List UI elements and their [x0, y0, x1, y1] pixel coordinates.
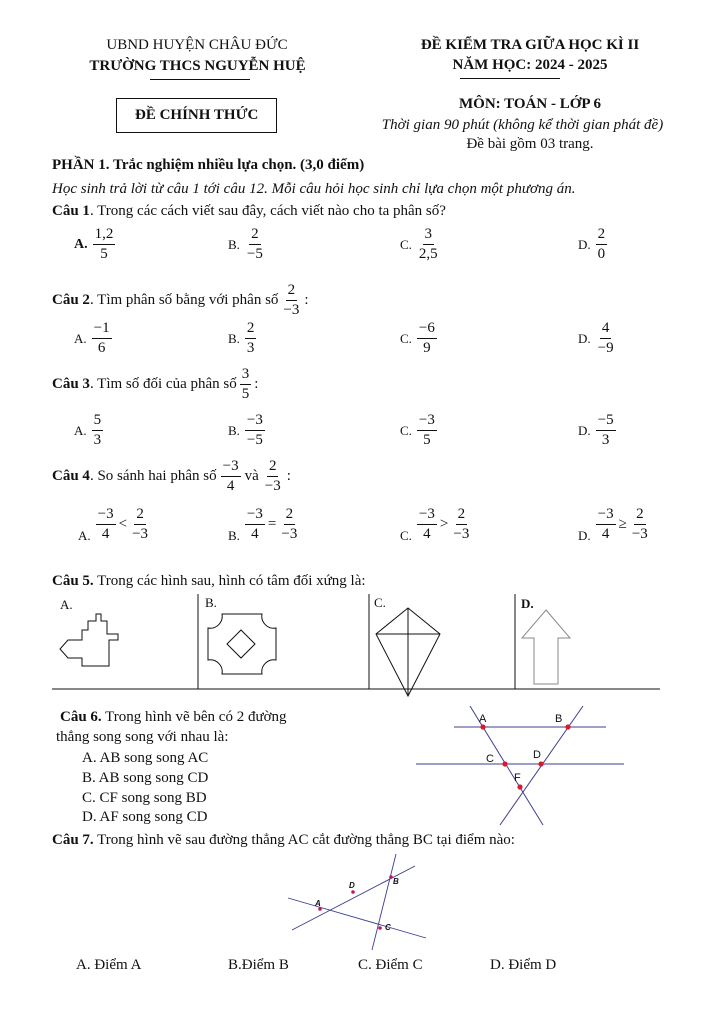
q6-label-f: F [514, 772, 521, 784]
q4-option-d-letter: D. [578, 527, 591, 543]
q6-option-b[interactable]: B. AB song song CD [82, 770, 209, 786]
q3-option-b-letter: B. [228, 422, 240, 438]
q2-label: Câu 2 [52, 292, 90, 309]
q6-text1: Trong hình vẽ bên có 2 đường [101, 709, 287, 725]
q4-stem [52, 458, 291, 496]
q4-d-rden: −3 [631, 526, 648, 543]
q6-option-a[interactable]: A. AB song song AC [82, 750, 209, 766]
q1-option-d-letter: D. [578, 236, 591, 252]
school-name: TRƯỜNG THCS NGUYỄN HUỆ [89, 58, 306, 74]
q7-figure [280, 850, 430, 952]
q4-option-c[interactable] [400, 506, 471, 544]
q6-option-d[interactable]: D. AF song song CD [82, 809, 208, 825]
q5-figure-b-diamond [227, 630, 255, 658]
q3-option-d[interactable] [578, 412, 616, 450]
q2-option-d-letter: D. [578, 330, 591, 346]
q6-point-f [517, 784, 522, 789]
q1-a-num: 1,2 [93, 226, 116, 245]
q3-a-num: 5 [92, 412, 104, 431]
q2-b-den: 3 [246, 340, 255, 357]
q3-option-a-letter: A. [74, 422, 87, 438]
q3-frac-num: 3 [240, 366, 252, 385]
q3-frac-den: 5 [241, 386, 250, 403]
q1-label: Câu 1 [52, 203, 90, 219]
q3-d-den: 3 [601, 432, 610, 449]
q4-a-lnum: −3 [96, 506, 116, 525]
q6-label-c: C [486, 753, 494, 765]
q1-stem [52, 203, 446, 220]
q4-option-b[interactable] [228, 506, 299, 544]
q2-c-num: −6 [417, 320, 437, 339]
q4-suffix: : [286, 468, 291, 485]
q3-b-num: −3 [245, 412, 265, 431]
q1-a-den: 5 [100, 246, 108, 263]
q2-option-a[interactable] [74, 320, 112, 358]
q6-point-d [538, 761, 543, 766]
q6-point-c [502, 761, 507, 766]
q7-line-ac [288, 898, 426, 938]
q7-label-a: A [315, 899, 321, 908]
exam-time: Thời gian 90 phút (không kể thời gian phát đề) [381, 117, 664, 133]
q2-c-den: 9 [423, 340, 431, 357]
q2-b-num: 2 [245, 320, 257, 339]
q2-d-num: 4 [600, 320, 612, 339]
q5-option-c-label[interactable]: C. [374, 595, 386, 610]
q2-option-b[interactable] [228, 320, 256, 358]
q7-label-c: C [385, 923, 391, 932]
exam-title: ĐỀ KIỂM TRA GIỮA HỌC KÌ II [420, 37, 640, 53]
q5-option-b-label[interactable]: B. [205, 595, 217, 610]
q1-c-den: 2,5 [418, 246, 438, 263]
q4-b-lden: 4 [251, 526, 259, 543]
q4-c-lden: 4 [423, 526, 431, 543]
q4-a-sym: < [118, 516, 128, 533]
q7-label: Câu 7. [52, 832, 94, 848]
q4-d-lden: 4 [601, 526, 610, 543]
q1-option-c-letter: C. [400, 236, 412, 252]
q3-option-a[interactable] [74, 412, 103, 450]
q7-option-d[interactable]: D. Điểm D [490, 957, 557, 973]
q6-label-d: D [533, 749, 541, 761]
q2-a-num: −1 [92, 320, 112, 339]
q4-label: Câu 4 [52, 468, 90, 485]
q4-option-b-letter: B. [228, 527, 240, 543]
q7-point-c [378, 926, 382, 930]
q4-a-lden: 4 [101, 526, 110, 543]
q2-frac-den: −3 [283, 302, 300, 319]
q3-a-den: 3 [93, 432, 102, 449]
q2-a-den: 6 [97, 340, 106, 357]
q2-option-d[interactable] [578, 320, 616, 358]
q1-option-b-letter: B. [228, 236, 240, 252]
q5-figure-a-shape [60, 614, 118, 666]
q4-option-a[interactable] [78, 506, 150, 544]
q7-option-a[interactable]: A. Điểm A [76, 957, 142, 973]
q4-d-lnum: −3 [596, 506, 616, 525]
q7-label-b: B [393, 877, 399, 886]
q1-c-num: 3 [423, 226, 435, 245]
q5-option-a-label[interactable]: A. [60, 597, 73, 612]
q5-stem [52, 573, 366, 590]
q4-f1-den: 4 [226, 478, 235, 495]
q2-suffix: : [304, 292, 309, 309]
q6-stem-line2: thẳng song song với nhau là: [56, 729, 229, 745]
q4-b-rnum: 2 [284, 506, 296, 525]
part1-instruction: Học sinh trả lời từ câu 1 tới câu 12. Mỗi câu hỏi học sinh chỉ lựa chọn một phương án. [52, 181, 576, 197]
q3-text: . Tìm số đối của phân số [89, 376, 237, 393]
q7-option-b[interactable]: B.Điểm B [228, 957, 289, 973]
q4-c-lnum: −3 [417, 506, 437, 525]
q4-b-rden: −3 [281, 526, 298, 543]
q1-option-b[interactable] [228, 226, 265, 264]
q7-line-ab [292, 866, 415, 930]
q4-c-sym: > [439, 516, 449, 533]
q3-c-num: −3 [417, 412, 437, 431]
q3-option-c-letter: C. [400, 422, 412, 438]
q4-option-d[interactable] [578, 506, 650, 544]
q1-text: . Trong các cách viết sau đây, cách viết nào cho ta phân số? [89, 203, 446, 219]
q4-text: . So sánh hai phân số [89, 468, 217, 485]
q2-option-a-letter: A. [74, 330, 87, 346]
q4-a-rden: −3 [132, 526, 149, 543]
q3-suffix: : [254, 376, 259, 393]
q7-option-c[interactable]: C. Điểm C [358, 957, 423, 973]
q4-f2-num: 2 [267, 458, 279, 477]
q2-option-c-letter: C. [400, 330, 412, 346]
part1-title: PHẦN 1. Trắc nghiệm nhiều lựa chọn. (3,0 điểm) [52, 157, 365, 173]
q4-conj: và [244, 468, 259, 485]
official-badge: ĐỀ CHÍNH THỨC [116, 98, 277, 133]
q2-text: . Tìm phân số bằng với phân số [89, 292, 279, 309]
q2-option-c[interactable] [400, 320, 437, 358]
q5-figures [0, 590, 725, 700]
q1-b-den: −5 [246, 246, 263, 263]
q4-d-sym: ≥ [618, 516, 627, 533]
q2-stem [52, 282, 309, 320]
q6-stem-line1 [60, 709, 287, 726]
q5-option-d-label[interactable]: D. [521, 596, 534, 611]
q5-label: Câu 5. [52, 573, 94, 589]
q1-option-c[interactable] [400, 226, 440, 264]
q4-b-sym: = [267, 516, 277, 533]
q5-figure-d-arrow [522, 610, 570, 684]
school-year: NĂM HỌC: 2024 - 2025 [452, 57, 608, 73]
q4-f2-den: −3 [264, 478, 281, 495]
q6-point-b [565, 724, 570, 729]
q3-label: Câu 3 [52, 376, 90, 393]
q7-line-bc [372, 854, 396, 950]
year-underline [460, 78, 560, 79]
school-district: UBND HUYỆN CHÂU ĐỨC [106, 37, 288, 53]
q3-option-c[interactable] [400, 412, 437, 450]
q1-b-num: 2 [249, 226, 261, 245]
q5-text: Trong các hình sau, hình có tâm đối xứng là: [93, 573, 366, 589]
q7-text: Trong hình vẽ sau đường thẳng AC cắt đường thẳng BC tại điểm nào: [93, 832, 515, 848]
q1-d-den: 0 [597, 246, 606, 263]
q6-label: Câu 6. [60, 709, 102, 725]
q1-option-a-letter: A. [74, 236, 88, 252]
q4-d-rnum: 2 [634, 506, 646, 525]
q3-c-den: 5 [423, 432, 431, 449]
q6-figure [410, 700, 630, 828]
q4-option-c-letter: C. [400, 527, 412, 543]
q5-figure-b-shape [208, 614, 276, 674]
q7-label-d: D [349, 881, 355, 890]
q1-option-a[interactable] [74, 226, 115, 264]
q3-option-d-letter: D. [578, 422, 591, 438]
q1-d-num: 2 [596, 226, 608, 245]
q4-option-a-letter: A. [78, 527, 91, 543]
q6-point-a [480, 724, 485, 729]
q2-d-den: −9 [597, 340, 614, 357]
q4-c-rden: −3 [453, 526, 470, 543]
subject: MÔN: TOÁN - LỚP 6 [459, 96, 601, 112]
page-count: Đề bài gồm 03 trang. [466, 136, 594, 152]
q3-option-b[interactable] [228, 412, 265, 450]
q4-f1-num: −3 [221, 458, 241, 477]
q2-option-b-letter: B. [228, 330, 240, 346]
school-underline [150, 79, 250, 80]
q4-b-lnum: −3 [245, 506, 265, 525]
q1-option-d[interactable] [578, 226, 607, 264]
q2-frac-num: 2 [286, 282, 298, 301]
q3-d-num: −5 [596, 412, 616, 431]
q4-a-rnum: 2 [134, 506, 146, 525]
q6-label-b: B [555, 713, 563, 725]
q7-stem [52, 832, 515, 849]
q4-c-rnum: 2 [456, 506, 468, 525]
q6-option-c[interactable]: C. CF song song BD [82, 790, 207, 806]
q6-label-a: A [479, 713, 487, 725]
q7-point-d [351, 890, 355, 894]
q3-stem [52, 366, 258, 404]
q3-b-den: −5 [246, 432, 263, 449]
